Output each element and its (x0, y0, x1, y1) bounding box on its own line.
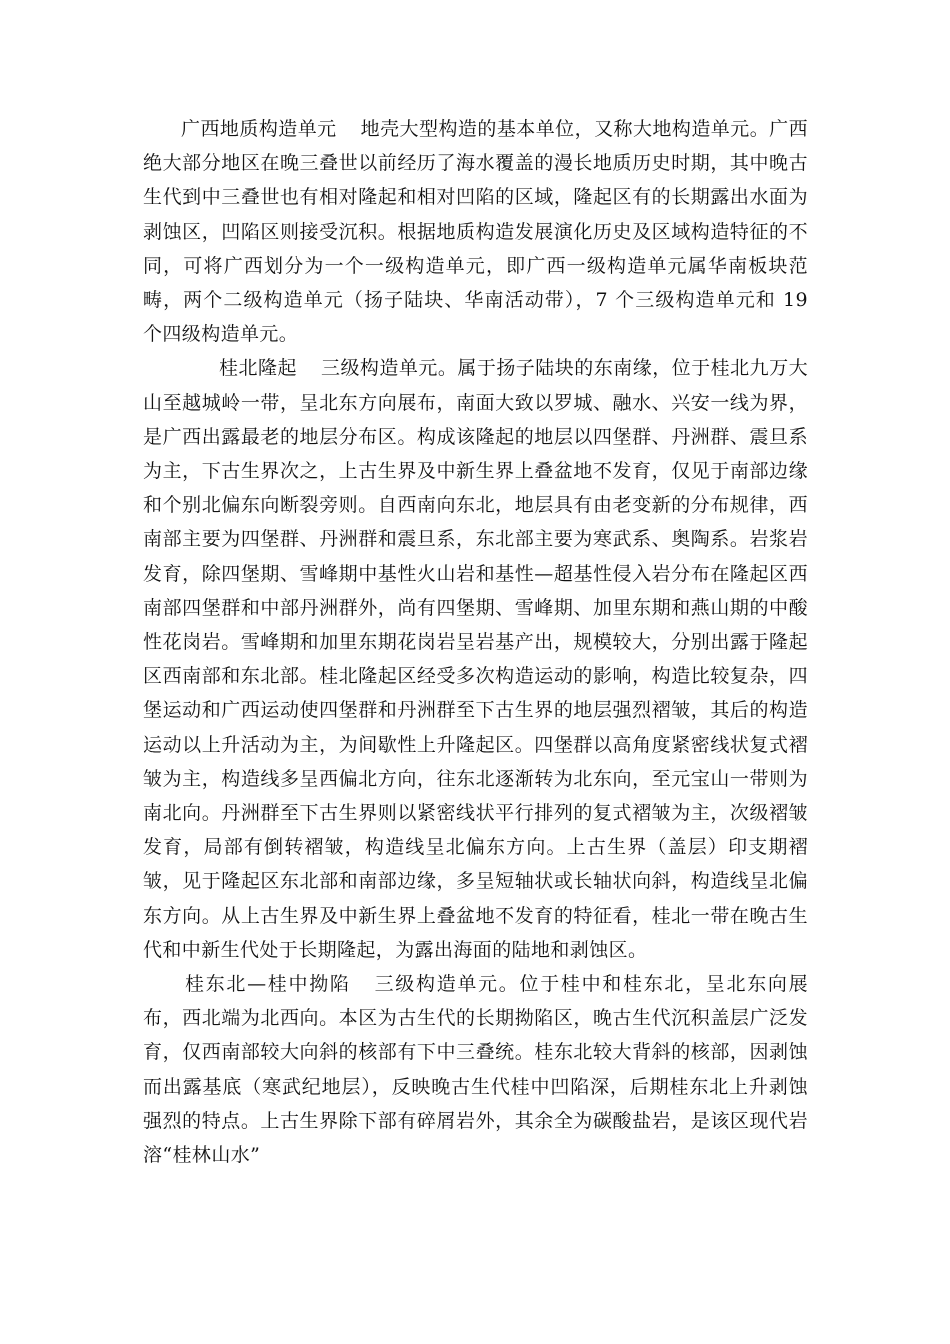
paragraph-guidongbei-guizhong-depression (143, 967, 808, 1172)
entry-term: 桂东北—桂中拗陷 (185, 973, 351, 996)
entry-term: 广西地质构造单元 (181, 118, 337, 140)
entry-term: 桂北隆起 (219, 357, 297, 380)
paragraph-guibei-uplift (143, 351, 808, 967)
entry-text: 地壳大型构造的基本单位，又称大地构造单元。广西绝大部分地区在晚三叠世以前经历了海水覆盖的漫长地质历史时期，其中晚古生代到中三叠世也有相对隆起和相对凹陷的区域，隆起区有的长期露出水面为剥蚀区，凹陷区则接受沉积。根据地质构造发展演化历史及区域构造特征的不同，可将广西划分为一个一级构造单元，即广西一级构造单元属华南板块范畴，两个二级构造单元（扬子陆块、华南活动带），7 个三级构造单元和 19 个四级构造单元。 (143, 118, 809, 346)
entry-text: 三级构造单元。位于桂中和桂东北，呈北东向展布，西北端为北西向。本区为古生代的长期拗陷区，晚古生代沉积盖层广泛发育，仅西南部较大向斜的核部有下中三叠统。桂东北较大背斜的核部，因剥蚀而出露基底（寒武纪地层），反映晚古生代桂中凹陷深，后期桂东北上升剥蚀强烈的特点。上古生界除下部有碎屑岩外，其余全为碳酸盐岩，是该区现代岩溶“桂林山水” (143, 973, 809, 1167)
paragraph-guangxi-tectonic-units (143, 112, 808, 351)
document-body (143, 112, 808, 1172)
entry-text: 三级构造单元。属于扬子陆块的东南缘，位于桂北九万大山至越城岭一带，呈北东方向展布，南面大致以罗城、融水、兴安一线为界，是广西出露最老的地层分布区。构成该隆起的地层以四堡群、丹洲群、震旦系为主，下古生界次之，上古生界及中新生界上叠盆地不发育，仅见于南部边缘和个别北偏东向断裂旁则。自西南向东北，地层具有由老变新的分布规律，西南部主要为四堡群、丹洲群和震旦系，东北部主要为寒武系、奥陶系。岩浆岩发育，除四堡期、雪峰期中基性火山岩和基性—超基性侵入岩分布在隆起区西南部四堡群和中部丹洲群外，尚有四堡期、雪峰期、加里东期和燕山期的中酸性花岗岩。雪峰期和加里东期花岗岩呈岩基产出，规模较大，分别出露于隆起区西南部和东北部。桂北隆起区经受多次构造运动的影响，构造比较复杂，四堡运动和广西运动使四堡群和丹洲群至下古生界的地层强烈褶皱，其后的构造运动以上升活动为主，为间歇性上升隆起区。四堡群以高角度紧密线状复式褶皱为主，构造线多呈西偏北方向，往东北逐渐转为北东向，至元宝山一带则为南北向。丹洲群至下古生界则以紧密线状平行排列的复式褶皱为主，次级褶皱发育，局部有倒转褶皱，构造线呈北偏东方向。上古生界（盖层）印支期褶皱，见于隆起区东北部和南部边缘，多呈短轴状或长轴状向斜，构造线呈北偏东方向。从上古生界及中新生界上叠盆地不发育的特征看，桂北一带在晚古生代和中新生代处于长期隆起，为露出海面的陆地和剥蚀区。 (143, 357, 808, 961)
